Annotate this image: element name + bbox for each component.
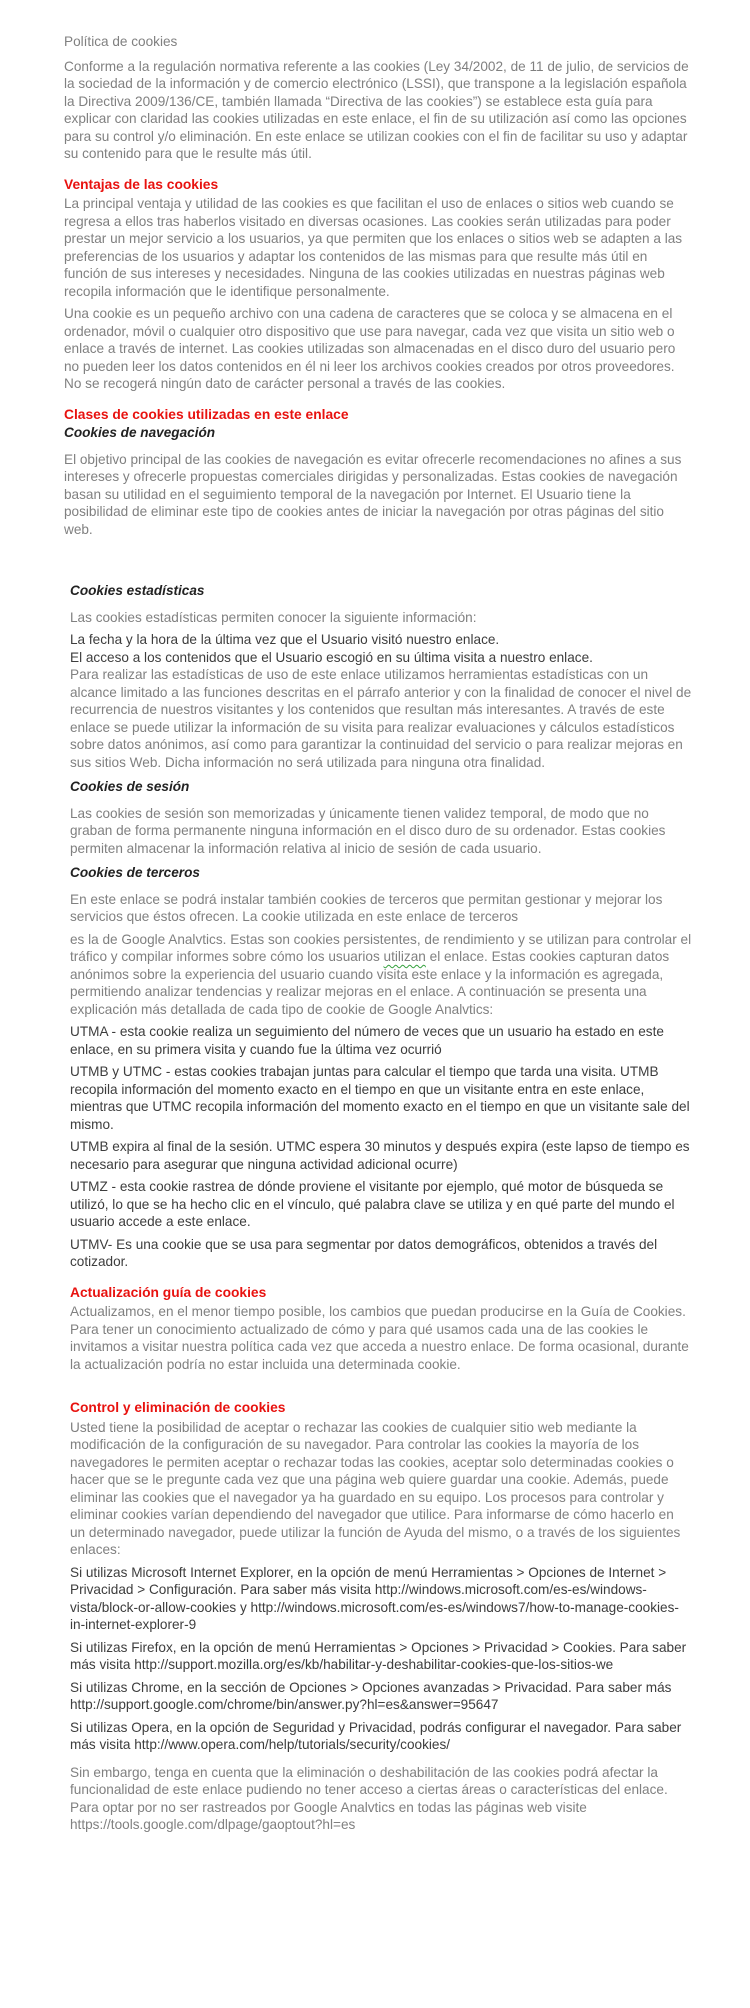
utmb-expira-paragraph: UTMB expira al final de la sesión. UTMC espera 30 minutos y después expira (este lapso de tiempo es necesario para asegurar que ninguna actividad adicional ocurre) xyxy=(70,1139,690,1172)
middle-sections-block xyxy=(70,582,692,1834)
spellcheck-underlined-word: utilizan xyxy=(383,949,426,964)
estadisticas-highlighted-lines xyxy=(70,631,692,666)
subheading-cookies-navegacion: Cookies de navegación xyxy=(64,425,216,440)
browser-ie-paragraph: Si utilizas Microsoft Internet Explorer, en la opción de menú Herramientas > Opciones de Internet > Privacidad > Configuración. Para saber más visita http://windows.microsoft.com/es-es/windows-vista/block-or-allow-cookies y http://windows.microsoft.com/es-es/windows7/how-to-manage-cookies-in-internet-explorer-9 xyxy=(70,1564,679,1632)
browser-firefox-paragraph: Si utilizas Firefox, en la opción de menú Herramientas > Opciones > Privacidad > Cookies. Para saber más visita http://support.mozilla.org/es/kb/habilitar-y-deshabilitar-cookies-que-los-sitios-we xyxy=(70,1639,687,1672)
utma-paragraph: UTMA - esta cookie realiza un seguimiento del número de veces que un usuario ha estado en este enlace, en su primera visita y cuando fue la última vez ocurrió xyxy=(70,1024,664,1057)
heading-clases: Clases de cookies utilizadas en este enlace xyxy=(64,406,349,422)
browser-chrome-paragraph: Si utilizas Chrome, en la sección de Opciones > Opciones avanzadas > Privacidad. Para saber más http://support.google.com/chrome/bin/answer.py?hl=es&answer=95647 xyxy=(70,1679,672,1712)
final-paragraph: Sin embargo, tenga en cuenta que la eliminación o deshabilitación de las cookies podrá afectar la funcionalidad de este enlace pudiendo no tener acceso a ciertas áreas o características del enlace. Para optar por no ser rastreados por Google Analvtics en todas las páginas web visite https://tools.google.com/dlpage/gaoptout?hl=es xyxy=(70,1764,668,1832)
ventajas-paragraph-1: La principal ventaja y utilidad de las cookies es que facilitan el uso de enlaces o sitios web cuando se regresa a ellos tras haberlos visitado en diversas ocasiones. Las cookies serán utilizadas para poder prestar un mejor servicio a los usuarios, ya que permiten que los enlaces o sitios web se adapten a las preferencias de los usuarios y adaptar los contenidos de las mismas para que resulte más útil en función de sus intereses y necesidades. Ninguna de las cookies utilizadas en nuestras páginas web recopila información que le identifique personalmente. xyxy=(64,196,683,299)
utmb-utmc-paragraph: UTMB y UTMC - estas cookies trabajan juntas para calcular el tiempo que tarda una visita. UTMB recopila información del momento exacto en el tiempo en que un visitante entra en este enlace, mientras que UTMC recopila información del momento exacto en el tiempo en que un visitante sale del mismo. xyxy=(70,1064,690,1132)
estadisticas-paragraph: Para realizar las estadísticas de uso de este enlace utilizamos herramientas estadísticas con un alcance limitado a las funciones descritas en el párrafo anterior y con la finalidad de conocer el nivel de recurrencia de nuestros visitantes y los contenidos que resultan más interesantes. A través de este enlace se puede utilizar la información de su visita para realizar evaluaciones y cálculos estadísticos sobre datos anónimos, así como para garantizar la continuidad del servicio o para realizar mejoras en sus sitios Web. Dicha información no será utilizada para ninguna otra finalidad. xyxy=(70,667,692,770)
control-paragraph: Usted tiene la posibilidad de aceptar o rechazar las cookies de cualquier sitio web mediante la modificación de la configuración de su navegador. Para controlar las cookies la mayoría de los navegadores le permiten aceptar o rechazar todas las cookies, aceptar solo determinadas cookies o hacer que se le pregunte cada vez que una página web quiere guardar una cookie. Además, puede eliminar las cookies que el navegador ya ha guardado en su equipo. Los procesos para controlar y eliminar cookies varían dependiendo del navegador que utilice. Para informarse de cómo hacerlo en un determinado navegador, puede utilizar la función de Ayuda del mismo, o a través de los siguientes enlaces: xyxy=(70,1419,681,1557)
terceros-paragraph-1: En este enlace se podrá instalar también cookies de terceros que permitan gestionar y mejorar los servicios que éstos ofrecen. La cookie utilizada en este enlace de terceros xyxy=(70,891,663,924)
utmv-paragraph: UTMV- Es una cookie que se usa para segmentar por datos demográficos, obtenidos a través del cotizador. xyxy=(70,1236,658,1269)
estadisticas-intro-line: Las cookies estadísticas permiten conocer la siguiente información: xyxy=(70,609,477,625)
terceros-text-before: es la de Google Analvtics. Estas son cookies persistentes, de rendimiento y se utilizan para controlar el tráfico y compilar informes sobre cómo los usuarios xyxy=(70,931,692,964)
subheading-cookies-sesion: Cookies de sesión xyxy=(70,779,190,794)
browser-opera-paragraph: Si utilizas Opera, en la opción de Seguridad y Privacidad, podrás configurar el navegador. Para saber más visita http://www.opera.com/help/tutorials/security/cookies/ xyxy=(70,1719,682,1752)
heading-actualizacion: Actualización guía de cookies xyxy=(70,1284,267,1300)
terceros-paragraph-2 xyxy=(70,931,692,1019)
highlighted-line-2: El acceso a los contenidos que el Usuario escogió en su última visita a nuestro enlace. xyxy=(70,649,593,665)
utmz-paragraph: UTMZ - esta cookie rastrea de dónde proviene el visitante por ejemplo, qué motor de búsqueda se utilizó, lo que se ha hecho clic en el vínculo, qué palabra clave se utiliza y en qué parte del mundo el usuario accede a este enlace. xyxy=(70,1179,675,1229)
subheading-cookies-estadisticas: Cookies estadísticas xyxy=(70,583,205,598)
actualizacion-paragraph: Actualizamos, en el menor tiempo posible, los cambios que puedan producirse en la Guía de Cookies. Para tener un conocimiento actualizado de cómo y para qué usamos cada una de las cookies le invitamos a visitar nuestra política cada vez que acceda a nuestro enlace. De forma ocasional, durante la actualización podría no estar incluida una determinada cookie. xyxy=(70,1304,689,1372)
ventajas-paragraph-2: Una cookie es un pequeño archivo con una cadena de caracteres que se coloca y se almacena en el ordenador, móvil o cualquier otro dispositivo que use para navegar, cada vez que visita un sitio web o enlace a través de internet. Las cookies utilizadas son almacenadas en el disco duro del usuario pero no pueden leer los datos contenidos en él ni leer los archivos cookies creados por otros proveedores. No se recogerá ningún dato de carácter personal a través de las cookies. xyxy=(64,306,676,391)
sesion-paragraph: Las cookies de sesión son memorizadas y únicamente tienen validez temporal, de modo que no graban de forma permanente ninguna información en el disco duro de su ordenador. Estas cookies permiten almacenar la información relativa al inicio de sesión de cada usuario. xyxy=(70,805,666,856)
subheading-cookies-terceros: Cookies de terceros xyxy=(70,865,200,880)
document-title: Política de cookies xyxy=(64,34,178,49)
highlighted-line-1: La fecha y la hora de la última vez que el Usuario visitó nuestro enlace. xyxy=(70,632,500,647)
heading-control-eliminacion: Control y eliminación de cookies xyxy=(70,1400,286,1415)
terceros-text-after: el enlace. Estas cookies capturan datos anónimos sobre la experiencia del usuario cuando visita este enlace y la información es agregada, permitiendo analizar tendencias y realizar mejoras en el enlace. A continuación se presenta una explicación más detallada de cada tipo de cookie de Google Analvtics: xyxy=(70,949,670,1017)
intro-paragraph: Conforme a la regulación normativa referente a las cookies (Ley 34/2002, de 11 de julio, de servicios de la sociedad de la información y de comercio electrónico (LSSI), que transpone a la legislación española la Directiva 2009/136/CE, también llamada “Directiva de las cookies”) se establece esta guía para explicar con claridad las cookies utilizadas en este enlace, el fin de su utilización así como las opciones para su control y/o eliminación. En este enlace se utilizan cookies con el fin de facilitar su uso y adaptar su contenido para que le resulte más útil. xyxy=(64,58,689,161)
navegacion-paragraph: El objetivo principal de las cookies de navegación es evitar ofrecerle recomendaciones no afines a sus intereses y ofrecerle propuestas comerciales dirigidas y personalizadas. Estas cookies de navegación basan su utilidad en el seguimiento temporal de la navegación por Internet. El Usuario tiene la posibilidad de eliminar este tipo de cookies antes de iniciar la navegación por otras páginas del sitio web. xyxy=(64,451,682,537)
heading-ventajas: Ventajas de las cookies xyxy=(64,176,219,192)
